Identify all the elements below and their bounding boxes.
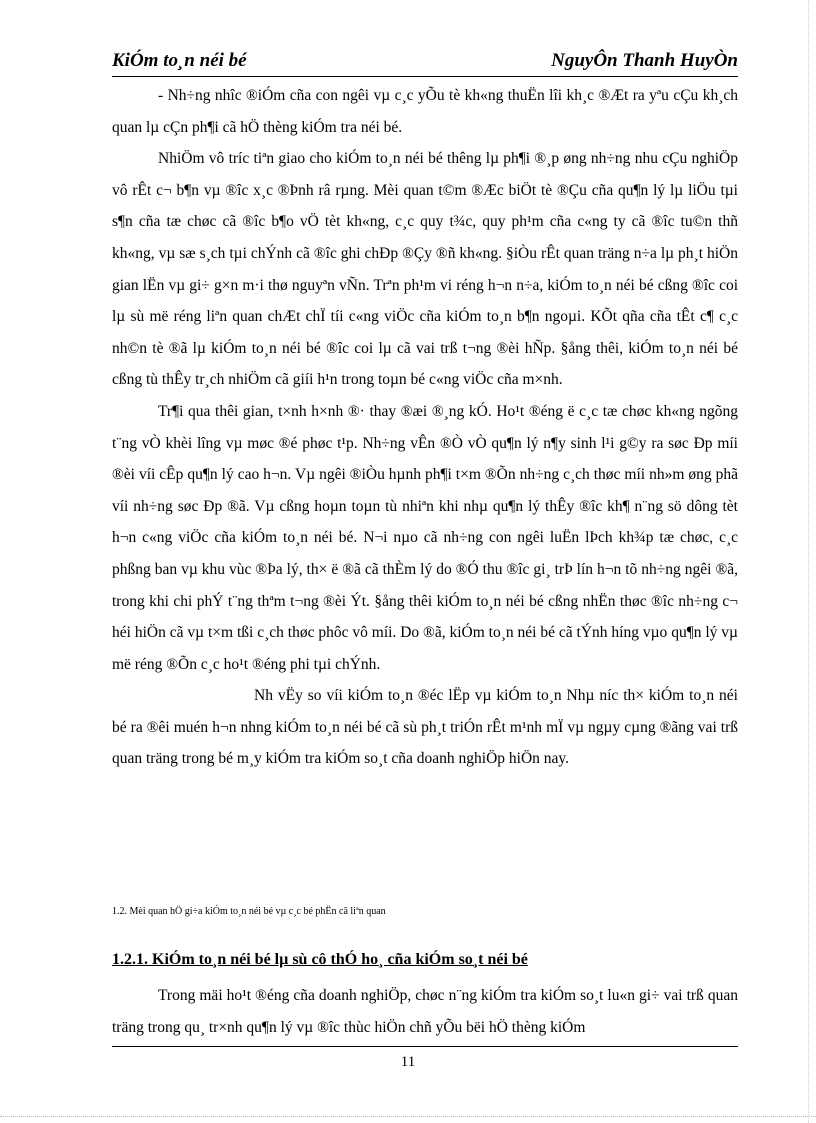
paragraph-2: NhiÖm vô tríc tiªn giao cho kiÓm to¸n néi bé thêng lµ ph¶i ®¸p øng nh÷ng nhu cÇu nghiÖp vô rÊt c¬ b¶n vµ ®îc x¸c ®Þnh râ rµng. Mèi quan t©m ®Æc biÖt tè ®Çu cña qu¶n lý lµ liÖu tµi s¶n cña tæ chøc cã ®îc b¶o vÖ tèt kh«ng, c¸c quy t¾c, quy ph¹m cña c«ng ty cã ®îc tu©n thñ kh«ng, vµ sæ s¸ch tµi chÝnh cã ®îc ghi chÐp ®Çy ®ñ kh«ng. §iÒu rÊt quan träng n÷a lµ ph¸t hiÖn gian lËn vµ gi÷ g×n m·i thø nguyªn vÑn. Trªn ph¹m vi réng h¬n n÷a, kiÓm to¸n néi bé cßng ®îc coi lµ sù më réng liªn quan chÆt chÏ tíi c«ng viÖc cña kiÓm to¸n b¶n ngoµi. KÕt qña cña tÊt c¶ c¸c nh©n tè ®ã lµ kiÓm to¸n néi bé ®îc coi lµ cã vai trß t¬ng ®èi hÑp. §ång thêi, kiÓm to¸n néi bé cßng tù thÊy tr¸ch nhiÖm cã giíi h¹n trong toµn bé c«ng viÖc cña m×nh. xyxy=(112,150,738,389)
page-boundary-bottom xyxy=(0,1116,816,1117)
paragraph-final: Trong mäi ho¹t ®éng cña doanh nghiÖp, chøc n¨ng kiÓm tra kiÓm so¸t lu«n gi÷ vai trß quan träng trong qu¸ tr×nh qu¶n lý vµ ®îc thùc hiÖn chñ yÕu bëi hÖ thèng kiÓm xyxy=(112,987,738,1036)
page-boundary-right xyxy=(808,0,809,1123)
page-header xyxy=(112,50,738,72)
footer-rule xyxy=(112,1046,738,1047)
body-text xyxy=(112,80,738,775)
paragraph-4: Nh vËy so víi kiÓm to¸n ®éc lËp vµ kiÓm to¸n Nhµ níc th× kiÓm to¸n néi bé ra ®êi muén h¬n nhng kiÓm to¸n néi bé cã sù ph¸t triÓn rÊt m¹nh mÏ vµ ngµy cµng ®ãng vai trß quan träng trong bé m¸y kiÓm tra kiÓm so¸t cña doanh nghiÖp hiÖn nay. xyxy=(112,687,738,768)
section-heading: 1.2.1. KiÓm to¸n néi bé lµ sù cô thÓ ho¸ cña kiÓm so¸t néi bé xyxy=(112,951,528,968)
paragraph-3: Tr¶i qua thêi gian, t×nh h×nh ®· thay ®æi ®¸ng kÓ. Ho¹t ®éng ë c¸c tæ chøc kh«ng ngõng t¨ng vÒ khèi lîng vµ møc ®é phøc t¹p. Nh÷ng vÊn ®Ò vÒ qu¶n lý n¶y sinh l¹i g©y ra søc Ðp míi ®èi víi cÊp qu¶n lý cao h¬n. Vµ ngêi ®iÒu hµnh ph¶i t×m ®Õn nh÷ng c¸ch thøc míi nh»m øng phã víi nh÷ng søc Ðp ®ã. Vµ cßng hoµn toµn tù nhiªn khi nhµ qu¶n lý thÊy ®îc kh¶ n¨ng sö dông tèt h¬n c«ng viÖc cña kiÓm to¸n néi bé. N¬i nµo cã nh÷ng con ngêi luËn lÞch kh¾p tæ chøc, c¸c phßng ban vµ khu vùc ®Þa lý, th× ë ®ã cã thÈm lý do ®Ó thu ®îc gi¸ trÞ lín h¬n tõ nh÷ng ngêi ®ã, trong khi chi phÝ t¨ng thªm t¬ng ®èi Ýt. §ång thêi kiÓm to¸n néi bé cßng nhËn thøc ®îc nh÷ng c¬ héi hiÖn cã vµ t×m tßi c¸ch thøc phôc vô míi. Do ®ã, kiÓm to¸n néi bé cã tÝnh híng vµo qu¶n lý vµ më réng ®Õn c¸c ho¹t ®éng phi tµi chÝnh. xyxy=(112,402,738,673)
page-number: 11 xyxy=(400,1054,416,1070)
subsection-title: 1.2. Mèi quan hÖ gi÷a kiÓm to¸n néi bé vµ c¸c bé phËn cã liªn quan xyxy=(112,906,386,917)
header-author: NguyÔn Thanh HuyÒn xyxy=(551,50,738,71)
header-rule xyxy=(112,76,738,77)
paragraph-1: - Nh÷ng nhîc ®iÓm cña con ngêi vµ c¸c yÕu tè kh«ng thuËn lîi kh¸c ®Æt ra yªu cÇu kh¸ch quan lµ cÇn ph¶i cã hÖ thèng kiÓm tra néi bé. xyxy=(112,87,738,136)
header-title: KiÓm to¸n néi bé xyxy=(112,50,247,71)
